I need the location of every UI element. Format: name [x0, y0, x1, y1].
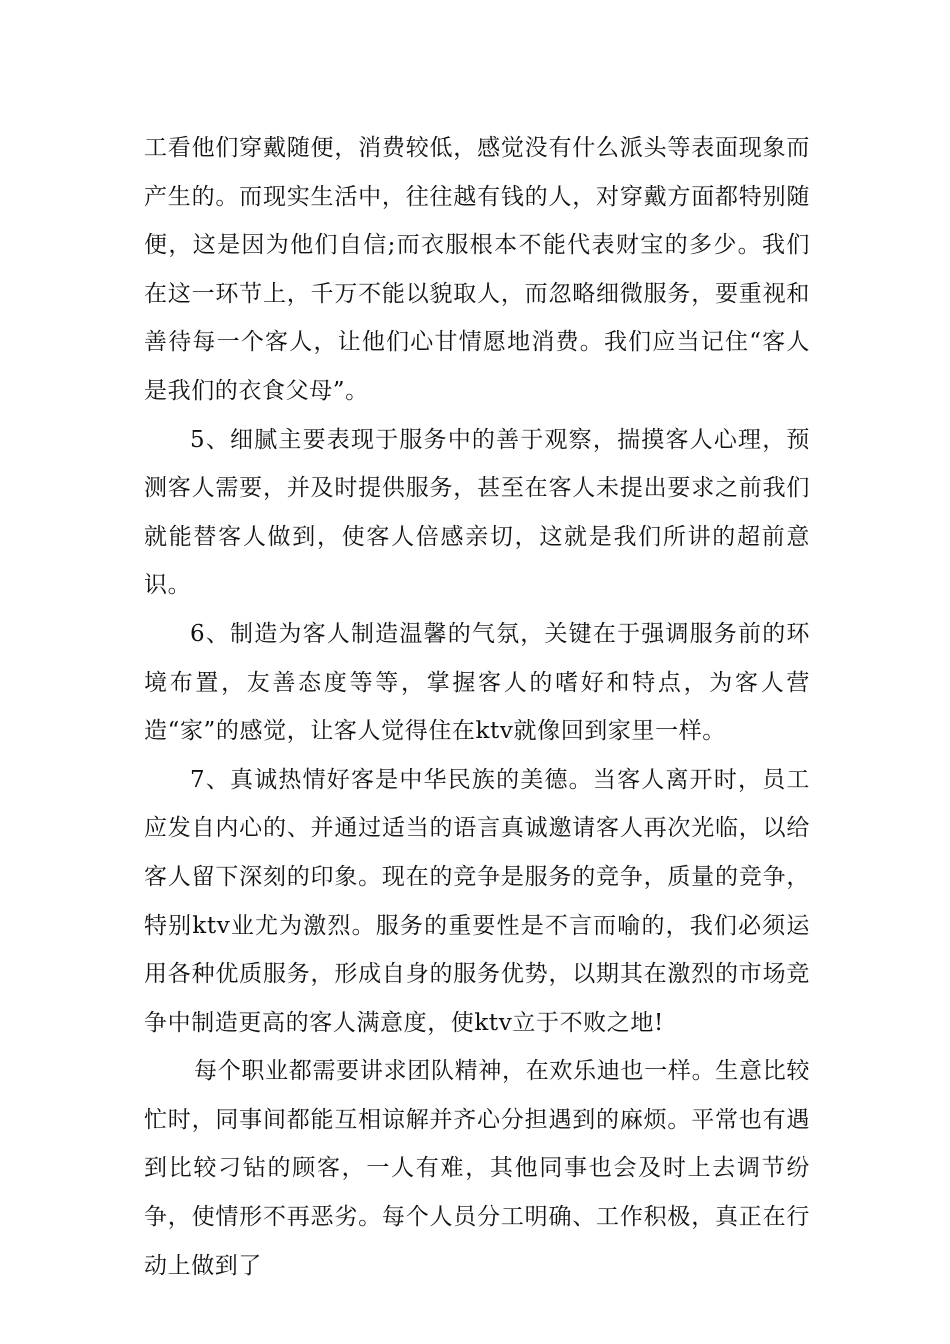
paragraph-item-6: 6、制造为客人制造温馨的气氛，关键在于强调服务前的环境布置，友善态度等等，掌握客人的嗜好和特点，为客人营造“家”的感觉，让客人觉得住在ktv就像回到家里一样。 — [144, 620, 810, 745]
paragraph-team-spirit: 每个职业都需要讲求团队精神，在欢乐迪也一样。生意比较忙时，同事间都能互相谅解并齐心分担遇到的麻烦。平常也有遇到比较刁钻的顾客，一人有难，其他同事也会及时上去调节纷争，使情形不再恶劣。每个人员分工明确、工作积极，真正在行动上做到了 — [144, 1058, 810, 1279]
paragraph-continued: 工看他们穿戴随便，消费较低，感觉没有什么派头等表面现象而产生的。而现实生活中，往往越有钱的人，对穿戴方面都特别随便，这是因为他们自信;而衣服根本不能代表财宝的多少。我们在这一环节上，千万不能以貌取人，而忽略细微服务，要重视和善待每一个客人，让他们心甘情愿地消费。我们应当记住“客人是我们的衣食父母”。 — [144, 135, 810, 404]
paragraph-item-5: 5、细腻主要表现于服务中的善于观察，揣摸客人心理，预测客人需要，并及时提供服务，甚至在客人未提出要求之前我们就能替客人做到，使客人倍感亲切，这就是我们所讲的超前意识。 — [144, 426, 810, 599]
document-body — [144, 124, 810, 1290]
paragraph-item-7: 7、真诚热情好客是中华民族的美德。当客人离开时，员工应发自内心的、并通过适当的语言真诚邀请客人再次光临，以给客人留下深刻的印象。现在的竞争是服务的竞争，质量的竞争，特别ktv业尤为激烈。服务的重要性是不言而喻的，我们必须运用各种优质服务，形成自身的服务优势，以期其在激烈的市场竞争中制造更高的客人满意度，使ktv立于不败之地! — [144, 766, 810, 1036]
